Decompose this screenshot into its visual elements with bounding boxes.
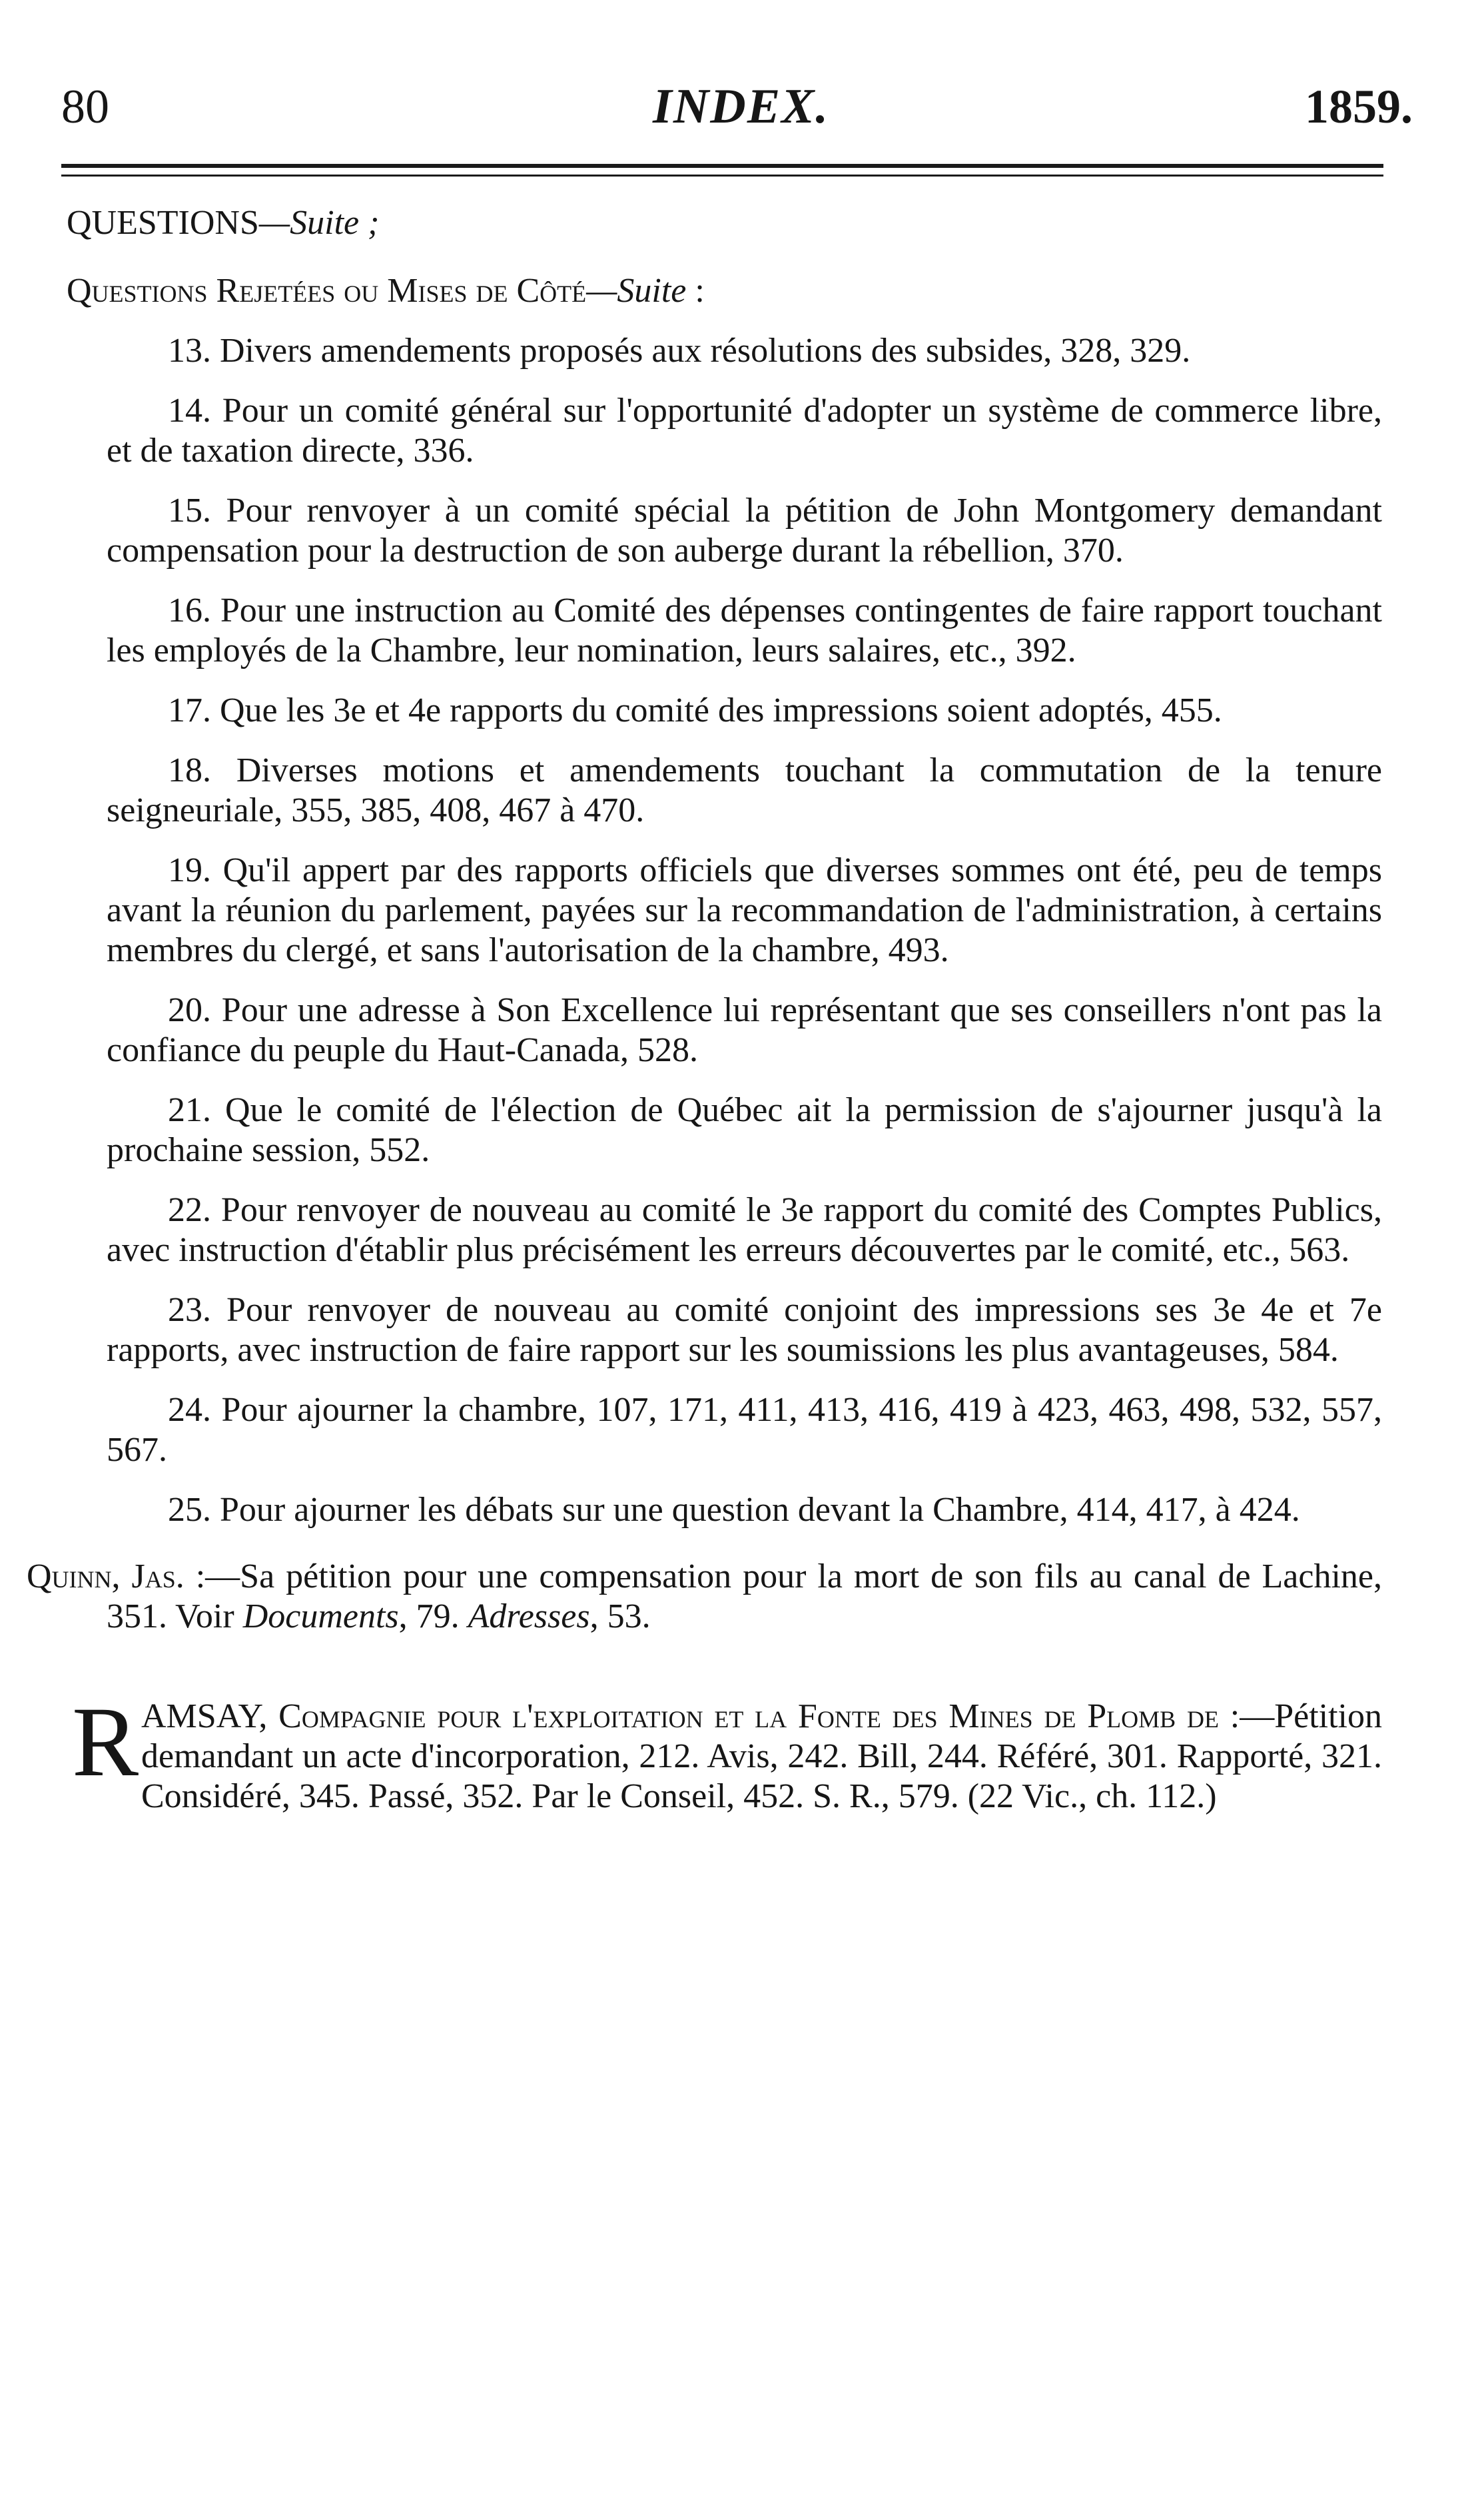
header-rule-thick	[61, 164, 1383, 168]
index-entry-18: 18. Diverses motions et amendements touchant la commutation de la tenure seigneuriale, 355, 385, 408, 467 à 470.	[107, 751, 1382, 829]
quinn-ref-documents-num: , 79.	[398, 1597, 468, 1635]
page-number: 80	[61, 80, 109, 133]
index-entry-20: 20. Pour une adresse à Son Excellence lui représentant que ses conseillers n'ont pas la confiance du peuple du Haut-Canada, 528.	[107, 991, 1382, 1069]
index-entry-22: 22. Pour renvoyer de nouveau au comité le 3e rapport du comité des Comptes Publics, avec instruction d'établir plus précisément les erreurs découvertes par le comité, etc., 563.	[107, 1191, 1382, 1269]
questions-heading	[67, 203, 1382, 243]
index-entry-25: 25. Pour ajourner les débats sur une question devant la Chambre, 414, 417, à 424.	[168, 1491, 1300, 1529]
index-entry-14: 14. Pour un comité général sur l'opportunité d'adopter un système de commerce libre, et de taxation directe, 336.	[107, 392, 1382, 470]
quinn-ref-adresses: Adresses	[468, 1597, 590, 1635]
ramsay-company: Compagnie pour l'exploitation et la Fonte des Mines de Plomb de	[278, 1697, 1219, 1735]
index-entry-quinn	[27, 1557, 1382, 1637]
questions-subheading	[67, 271, 1382, 311]
drop-cap: R	[72, 1687, 139, 1797]
subheading-text: Questions Rejetées ou Mises de Côté	[67, 272, 587, 310]
index-entry-21: 21. Que le comité de l'élection de Québec ait la permission de s'ajourner jusqu'à la prochaine session, 552.	[107, 1091, 1382, 1169]
subheading-suite: —Suite	[586, 272, 687, 310]
index-entry-24: 24. Pour ajourner la chambre, 107, 171, 411, 413, 416, 419 à 423, 463, 498, 532, 557, 567.	[107, 1391, 1382, 1469]
ramsay-details: :—Pétition demandant un acte d'incorporation, 212. Avis, 242. Bill, 244. Référé, 301. Rapporté, 321. Considéré, 345. Passé, 352. Par le Conseil, 452. S. R., 579. (22 Vic., ch. 112.)	[141, 1697, 1382, 1815]
ramsay-text	[141, 1697, 1382, 1817]
index-entry-15: 15. Pour renvoyer à un comité spécial la pétition de John Montgomery demandant compensation pour la destruction de son auberge durant la rébellion, 370.	[107, 492, 1382, 570]
quinn-ref-adresses-num: , 53.	[589, 1597, 651, 1635]
quinn-text: :—Sa pétition pour une compensation pour la mort de son fils au canal de Lachine, 351. Voir	[107, 1557, 1382, 1635]
quinn-name: Quinn, Jas.	[27, 1557, 185, 1595]
index-entry-13: 13. Divers amendements proposés aux résolutions des subsides, 328, 329.	[168, 332, 1191, 370]
questions-heading-suite: —Suite ;	[258, 204, 380, 242]
index-entry-19: 19. Qu'il appert par des rapports officiels que diverses sommes ont été, peu de temps avant la réunion du parlement, payées sur la recommandation de l'administration, à certains membres du clergé, et sans l'autorisation de la chambre, 493.	[107, 851, 1382, 969]
header-year: 1859.	[1305, 80, 1413, 133]
page-title: INDEX.	[653, 79, 829, 134]
subheading-colon: :	[686, 272, 705, 310]
index-entry-16: 16. Pour une instruction au Comité des dépenses contingentes de faire rapport touchant les employés de la Chambre, leur nomination, leurs salaires, etc., 392.	[107, 592, 1382, 669]
quinn-ref-documents: Documents	[242, 1597, 399, 1635]
header-rule-thin	[61, 175, 1383, 177]
index-entry-23: 23. Pour renvoyer de nouveau au comité conjoint des impressions ses 3e 4e et 7e rapports, avec instruction de faire rapport sur les soumissions les plus avantageuses, 584.	[107, 1291, 1382, 1369]
ramsay-name: AMSAY,	[141, 1697, 279, 1735]
index-body	[27, 203, 1382, 1817]
questions-heading-main: QUESTIONS	[67, 204, 259, 242]
running-header	[61, 70, 1421, 143]
index-entry-ramsay	[67, 1687, 1382, 1817]
index-entry-17: 17. Que les 3e et 4e rapports du comité des impressions soient adoptés, 455.	[168, 691, 1222, 729]
